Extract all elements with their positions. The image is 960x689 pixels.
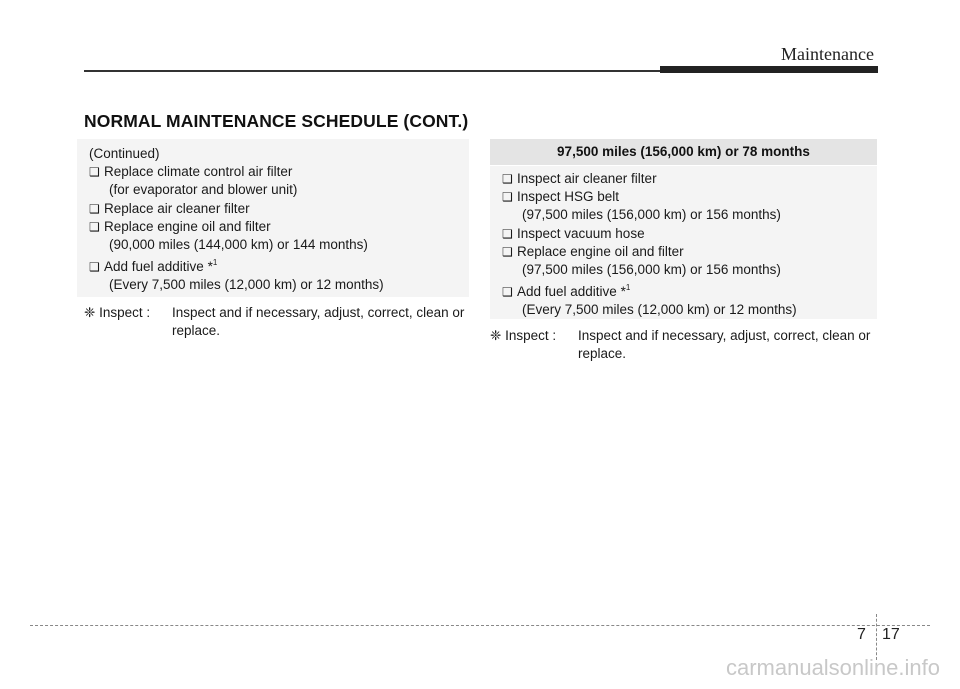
- footer-page-divider: [876, 614, 877, 660]
- footnote-text-line1: Inspect and if necessary, adjust, correct, clean or: [172, 305, 465, 320]
- checkbox-icon: ❑: [502, 285, 513, 300]
- right-schedule-heading: 97,500 miles (156,000 km) or 78 months: [490, 139, 877, 165]
- footnote-text-line2: replace.: [172, 323, 221, 339]
- footnote-symbol: ❈: [84, 305, 96, 320]
- checkbox-icon: ❑: [502, 190, 513, 205]
- footnote-reference: 1: [212, 258, 218, 268]
- footnote-label: [490, 327, 578, 345]
- schedule-item-text: Replace air cleaner filter: [104, 200, 250, 216]
- schedule-item: [502, 261, 877, 279]
- footer-section-number: 7: [857, 626, 866, 643]
- checkbox-icon: ❑: [89, 260, 100, 275]
- schedule-item: [502, 301, 877, 319]
- section-title: NORMAL MAINTENANCE SCHEDULE (CONT.): [84, 111, 469, 131]
- schedule-item: [89, 254, 469, 276]
- left-schedule-panel: [77, 139, 469, 297]
- schedule-item-text: Replace engine oil and filter: [517, 243, 684, 259]
- right-inspect-footnote: [490, 327, 877, 363]
- schedule-item-text: Replace engine oil and filter: [104, 218, 271, 234]
- watermark: carmanualsonline.info: [725, 655, 940, 680]
- right-schedule-panel: [490, 166, 877, 319]
- footnote-reference: 1: [625, 283, 631, 293]
- schedule-item: [502, 243, 877, 261]
- schedule-item-text: Replace climate control air filter: [104, 164, 293, 180]
- schedule-item-text: Inspect vacuum hose: [517, 225, 645, 241]
- schedule-item-text: Inspect air cleaner filter: [517, 171, 657, 186]
- page-header-title: Maintenance: [781, 44, 874, 64]
- schedule-item: [89, 163, 469, 181]
- schedule-item-text: (97,500 miles (156,000 km) or 156 months): [522, 207, 781, 223]
- checkbox-icon: ❑: [89, 201, 100, 216]
- footnote-label-text: Inspect :: [505, 328, 557, 343]
- footer-page-number: 17: [882, 626, 900, 643]
- schedule-item-text: Add fuel additive *: [104, 259, 213, 275]
- schedule-item: [502, 279, 877, 301]
- checkbox-icon: ❑: [89, 219, 100, 234]
- schedule-item-text: (for evaporator and blower unit): [109, 182, 298, 198]
- schedule-item: [89, 145, 469, 163]
- footnote-label-text: Inspect :: [99, 305, 151, 320]
- footnote-symbol: ❈: [490, 328, 502, 343]
- schedule-item-text: (Every 7,500 miles (12,000 km) or 12 months): [522, 302, 797, 318]
- schedule-item: [89, 236, 469, 254]
- schedule-item: [89, 200, 469, 218]
- left-inspect-footnote: [84, 304, 469, 340]
- schedule-item: [502, 206, 877, 224]
- checkbox-icon: ❑: [502, 226, 513, 241]
- footnote-text-line2: replace.: [578, 346, 627, 362]
- footer-dashed-rule: [30, 625, 930, 626]
- checkbox-icon: ❑: [502, 172, 513, 186]
- schedule-item: [502, 225, 877, 243]
- header-rule-thin: [84, 70, 660, 72]
- footnote-text-line1: Inspect and if necessary, adjust, correct, clean or: [578, 328, 871, 343]
- schedule-item-text: (90,000 miles (144,000 km) or 144 months): [109, 237, 368, 253]
- schedule-item: [89, 276, 469, 294]
- schedule-item-text: (Continued): [89, 146, 160, 161]
- checkbox-icon: ❑: [89, 165, 100, 180]
- schedule-item: [89, 218, 469, 236]
- checkbox-icon: ❑: [502, 244, 513, 259]
- schedule-item: [502, 170, 877, 188]
- footnote-label: [84, 304, 172, 322]
- schedule-item: [89, 181, 469, 199]
- schedule-item-text: (97,500 miles (156,000 km) or 156 months): [522, 262, 781, 278]
- schedule-item: [502, 188, 877, 206]
- schedule-item-text: Inspect HSG belt: [517, 189, 620, 205]
- header-rule-thick: [660, 66, 878, 73]
- schedule-item-text: Add fuel additive *: [517, 284, 626, 300]
- schedule-item-text: (Every 7,500 miles (12,000 km) or 12 months): [109, 277, 384, 293]
